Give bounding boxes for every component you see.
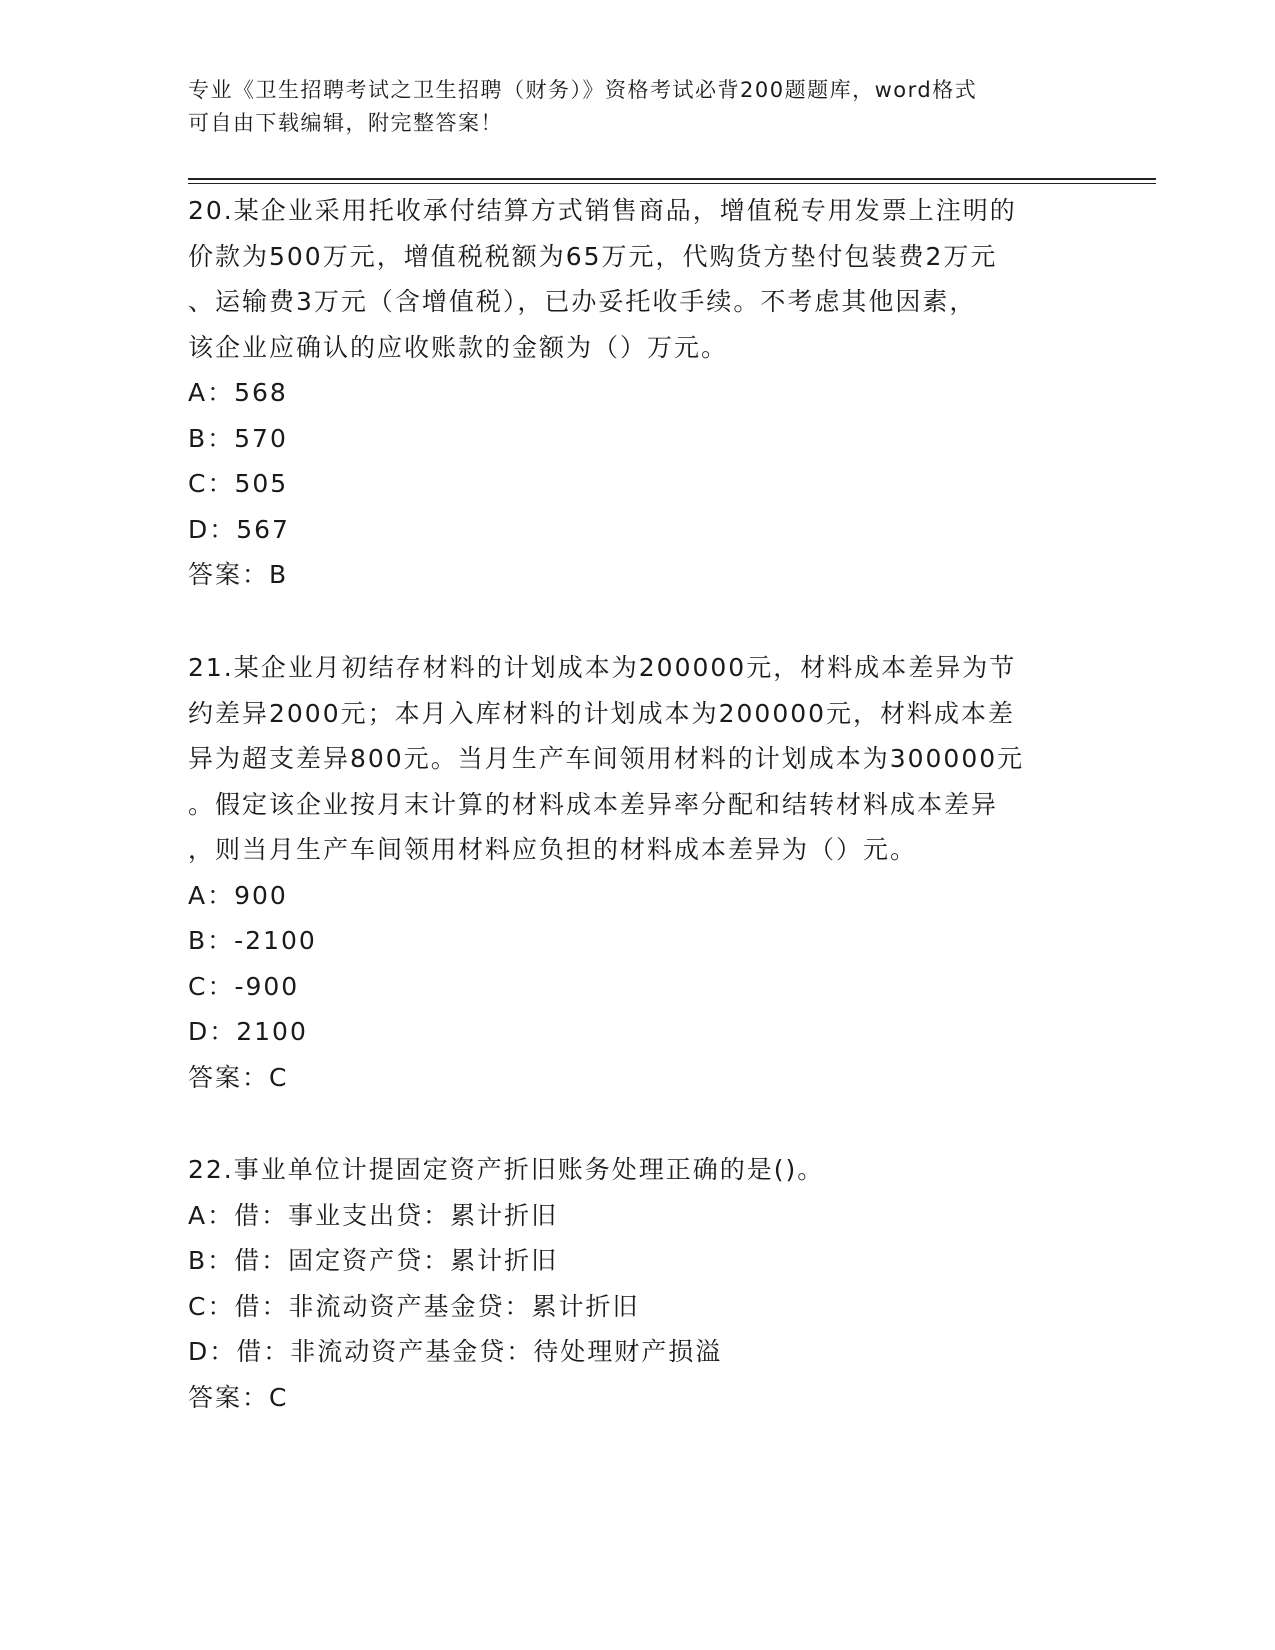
question-text-line: 22.事业单位计提固定资产折旧账务处理正确的是()。 (188, 1155, 825, 1184)
question-text-line: 异为超支差异800元。当月生产车间领用材料的计划成本为300000元 (188, 744, 1025, 773)
answer-line: 答案：C (188, 1382, 289, 1412)
option-a: A：借：事业支出贷：累计折旧 (188, 1200, 559, 1230)
option-b: B：借：固定资产贷：累计折旧 (188, 1246, 559, 1275)
question-text-line: 20.某企业采用托收承付结算方式销售商品，增值税专用发票上注明的 (188, 196, 1017, 225)
question-20 (188, 188, 1088, 598)
option-a: A：568 (188, 378, 288, 407)
question-text-line: 。假定该企业按月末计算的材料成本差异率分配和结转材料成本差异 (188, 789, 999, 819)
question-text-line: 、运输费3万元（含增值税），已办妥托收手续。不考虑其他因素， (188, 287, 977, 316)
option-c: C：借：非流动资产基金贷：累计折旧 (188, 1291, 640, 1321)
option-d: D：借：非流动资产基金贷：待处理财产损溢 (188, 1337, 723, 1366)
question-text-line: 21.某企业月初结存材料的计划成本为200000元，材料成本差异为节 (188, 653, 1017, 682)
header-line-1: 专业《卫生招聘考试之卫生招聘（财务）》资格考试必背200题题库，word格式 (188, 78, 978, 102)
option-a: A：900 (188, 880, 288, 910)
header-divider-thin (188, 183, 1156, 184)
answer-line: 答案：B (188, 560, 289, 589)
question-text-line: 约差异2000元；本月入库材料的计划成本为200000元，材料成本差 (188, 698, 1016, 728)
question-text-line: 该企业应确认的应收账款的金额为（）万元。 (188, 332, 729, 362)
option-d: D：2100 (188, 1017, 308, 1046)
question-22 (188, 1147, 1088, 1420)
question-text-line: 价款为500万元，增值税税额为65万元，代购货方垫付包装费2万元 (188, 241, 998, 271)
header-divider-thick (188, 178, 1156, 180)
option-c: C：-900 (188, 971, 300, 1001)
question-21 (188, 645, 1088, 1100)
option-b: B：-2100 (188, 926, 317, 955)
question-text-line: ，则当月生产车间领用材料应负担的材料成本差异为（）元。 (188, 835, 918, 864)
option-c: C：505 (188, 469, 289, 498)
option-d: D：567 (188, 514, 290, 544)
option-b: B：570 (188, 423, 288, 453)
header-line-2: 可自由下载编辑，附完整答案！ (188, 111, 503, 135)
answer-line: 答案：C (188, 1062, 289, 1092)
document-header (188, 74, 1068, 140)
